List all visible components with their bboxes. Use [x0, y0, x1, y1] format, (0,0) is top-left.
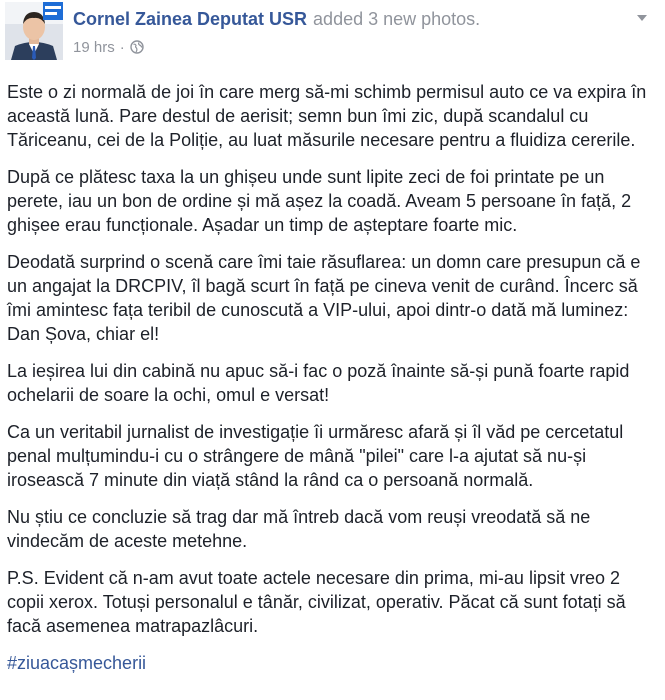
- post-meta: [73, 38, 144, 60]
- globe-icon[interactable]: [130, 40, 144, 60]
- post-body: [7, 80, 659, 688]
- post-paragraph: Nu știu ce concluzie să trag dar mă întreb dacă vom reuși vreodată să ne vindecăm de aceste metehne.: [7, 507, 591, 551]
- meta-separator: ·: [119, 39, 125, 56]
- post-paragraph: Deodată surprind o scenă care îmi taie răsuflarea: un domn care presupun că e un angajat la DRCPIV, îl bagă scurt în față pe cineva venit de curând. Încerc să îmi amintesc fața teribil de cunoscută a VIP-ului, apoi dintr-o dată mă luminez: Dan Șova, chiar el!: [7, 252, 641, 344]
- post-timestamp[interactable]: 19 hrs: [73, 39, 115, 56]
- author-name-link[interactable]: Cornel Zainea Deputat USR: [73, 9, 308, 29]
- post-paragraph: Ca un veritabil jurnalist de investigație îi urmăresc afară și îl văd pe cercetatul penal mulțumindu-i cu o strângere de mână "pilei" care l-a ajutat să nu-și irosească 7 minute din viață stând la rând ca o persoană normală.: [7, 422, 624, 490]
- post-paragraph: După ce plătesc taxa la un ghișeu unde sunt lipite zeci de foi printate pe un perete, iau un bon de ordine și mă așez la coadă. Aveam 5 persoane în față, 2 ghișee erau funcționale. Așadar un timp de așteptare foarte mic.: [7, 167, 632, 235]
- post-paragraph: La ieșirea lui din cabină nu apuc să-i fac o poză înainte să-și pună foarte rapid ochelarii de soare la ochi, omul e versat!: [7, 361, 630, 405]
- post-paragraph: P.S. Evident că n-am avut toate actele necesare din prima, mi-au lipsit vreo 2 copii xerox. Totuși personalul e tânăr, civilizat, operativ. Păcat că sunt fotați să facă asemenea matrapazlâcuri.: [7, 568, 626, 636]
- profile-photo: [5, 2, 63, 60]
- post-header: [73, 8, 480, 30]
- post-action-text: added 3 new photos.: [313, 9, 481, 29]
- avatar[interactable]: [5, 2, 63, 60]
- chevron-down-icon[interactable]: [634, 10, 650, 26]
- hashtag-link[interactable]: #ziuacașmecherii: [7, 653, 147, 673]
- post-paragraph: Este o zi normală de joi în care merg să-mi schimb permisul auto ce va expira în această lună. Pare destul de aerisit; semn bun îmi zic, după scandalul cu Tăriceanu, cei de la Poliție, au luat măsurile necesare pentru a fluidiza cererile.: [7, 82, 647, 150]
